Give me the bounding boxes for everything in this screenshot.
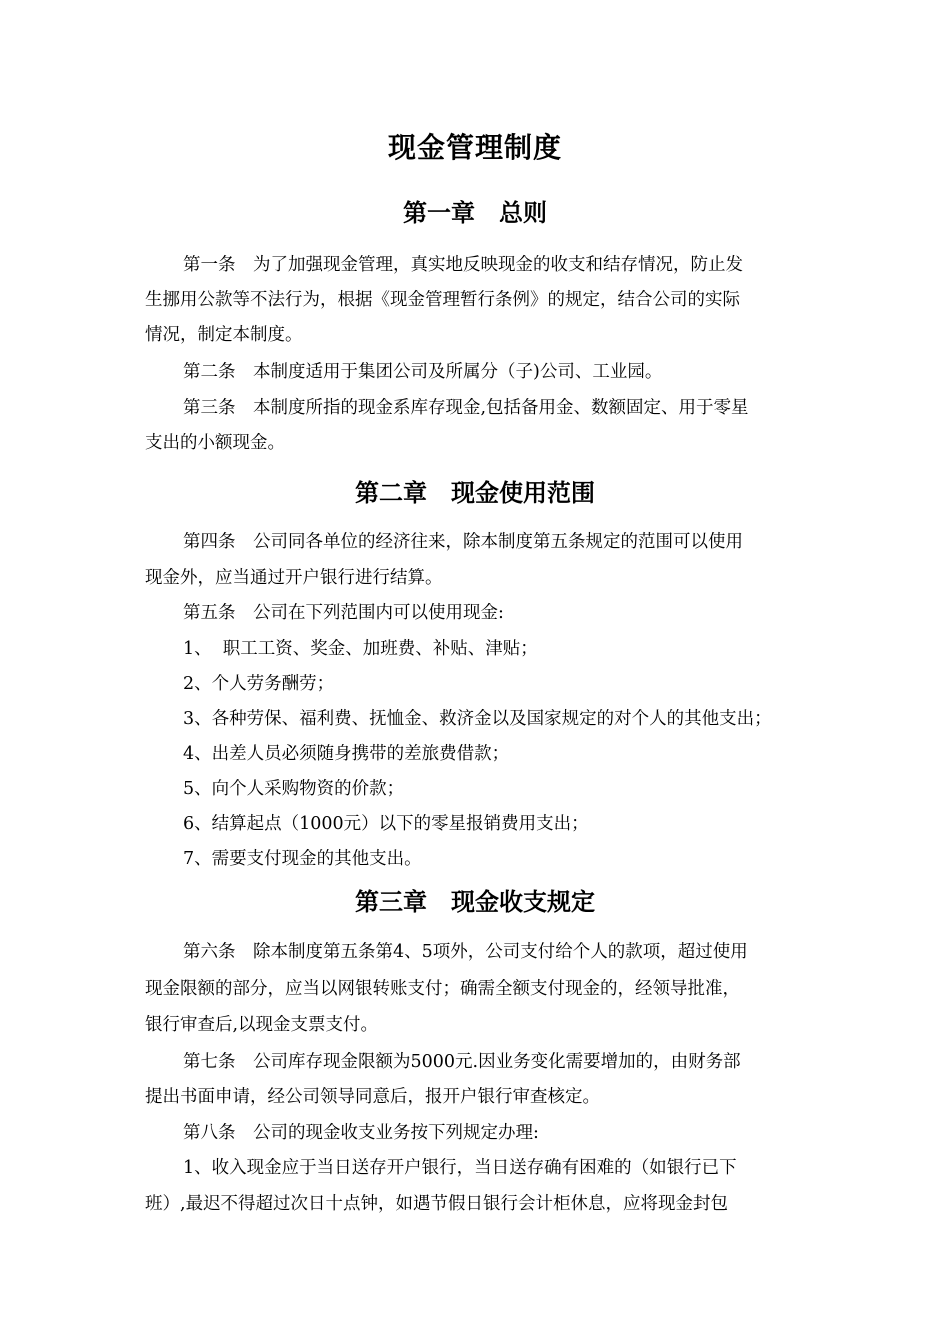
list-item: 4、出差人员必须随身携带的差旅费借款； xyxy=(183,744,510,764)
paragraph-line: 银行审查后,以现金支票支付。 xyxy=(145,1015,379,1035)
list-item: 3、各种劳保、福利费、抚恤金、救济金以及国家规定的对个人的其他支出； xyxy=(183,709,772,729)
list-item: 5、向个人采购物资的价款； xyxy=(183,779,405,799)
paragraph-line: 第五条 公司在下列范围内可以使用现金: xyxy=(183,603,504,623)
list-item: 1、收入现金应于当日送存开户银行，当日送存确有困难的（如银行已下 xyxy=(183,1158,737,1178)
list-item: 7、需要支付现金的其他支出。 xyxy=(183,849,422,869)
paragraph-line: 提出书面申请，经公司领导同意后，报开户银行审查核定。 xyxy=(145,1087,600,1107)
paragraph-line: 第四条 公司同各单位的经济往来，除本制度第五条规定的范围可以使用 xyxy=(183,532,743,552)
paragraph-line: 生挪用公款等不法行为，根据《现金管理暂行条例》的规定，结合公司的实际 xyxy=(145,290,740,310)
list-item: 2、个人劳务酬劳； xyxy=(183,674,335,694)
list-item: 6、结算起点（1000元）以下的零星报销费用支出； xyxy=(183,814,589,834)
paragraph-line: 第一条 为了加强现金管理，真实地反映现金的收支和结存情况，防止发 xyxy=(183,255,743,275)
paragraph-line: 第七条 公司库存现金限额为5000元.因业务变化需要增加的，由财务部 xyxy=(183,1052,741,1072)
chapter-heading-2: 第二章 现金使用范围 xyxy=(355,479,595,507)
paragraph-line: 现金限额的部分，应当以网银转账支付；确需全额支付现金的，经领导批准， xyxy=(145,979,740,999)
paragraph-line: 情况，制定本制度。 xyxy=(145,325,303,345)
paragraph-line: 第六条 除本制度第五条第4、5项外，公司支付给个人的款项，超过使用 xyxy=(183,942,748,962)
paragraph-line: 第三条 本制度所指的现金系库存现金,包括备用金、数额固定、用于零星 xyxy=(183,398,749,418)
paragraph-line: 第二条 本制度适用于集团公司及所属分（子)公司、工业园。 xyxy=(183,362,663,382)
paragraph-line: 第八条 公司的现金收支业务按下列规定办理: xyxy=(183,1123,539,1143)
list-item: 1、 职工工资、奖金、加班费、补贴、津贴； xyxy=(183,639,538,659)
document-title: 现金管理制度 xyxy=(387,131,562,164)
chapter-heading-3: 第三章 现金收支规定 xyxy=(355,888,595,916)
paragraph-line: 班）,最迟不得超过次日十点钟，如遇节假日银行会计柜休息，应将现金封包 xyxy=(145,1194,729,1214)
chapter-heading-1: 第一章 总则 xyxy=(403,199,547,227)
paragraph-line: 支出的小额现金。 xyxy=(145,433,285,453)
paragraph-line: 现金外，应当通过开户银行进行结算。 xyxy=(145,568,443,588)
